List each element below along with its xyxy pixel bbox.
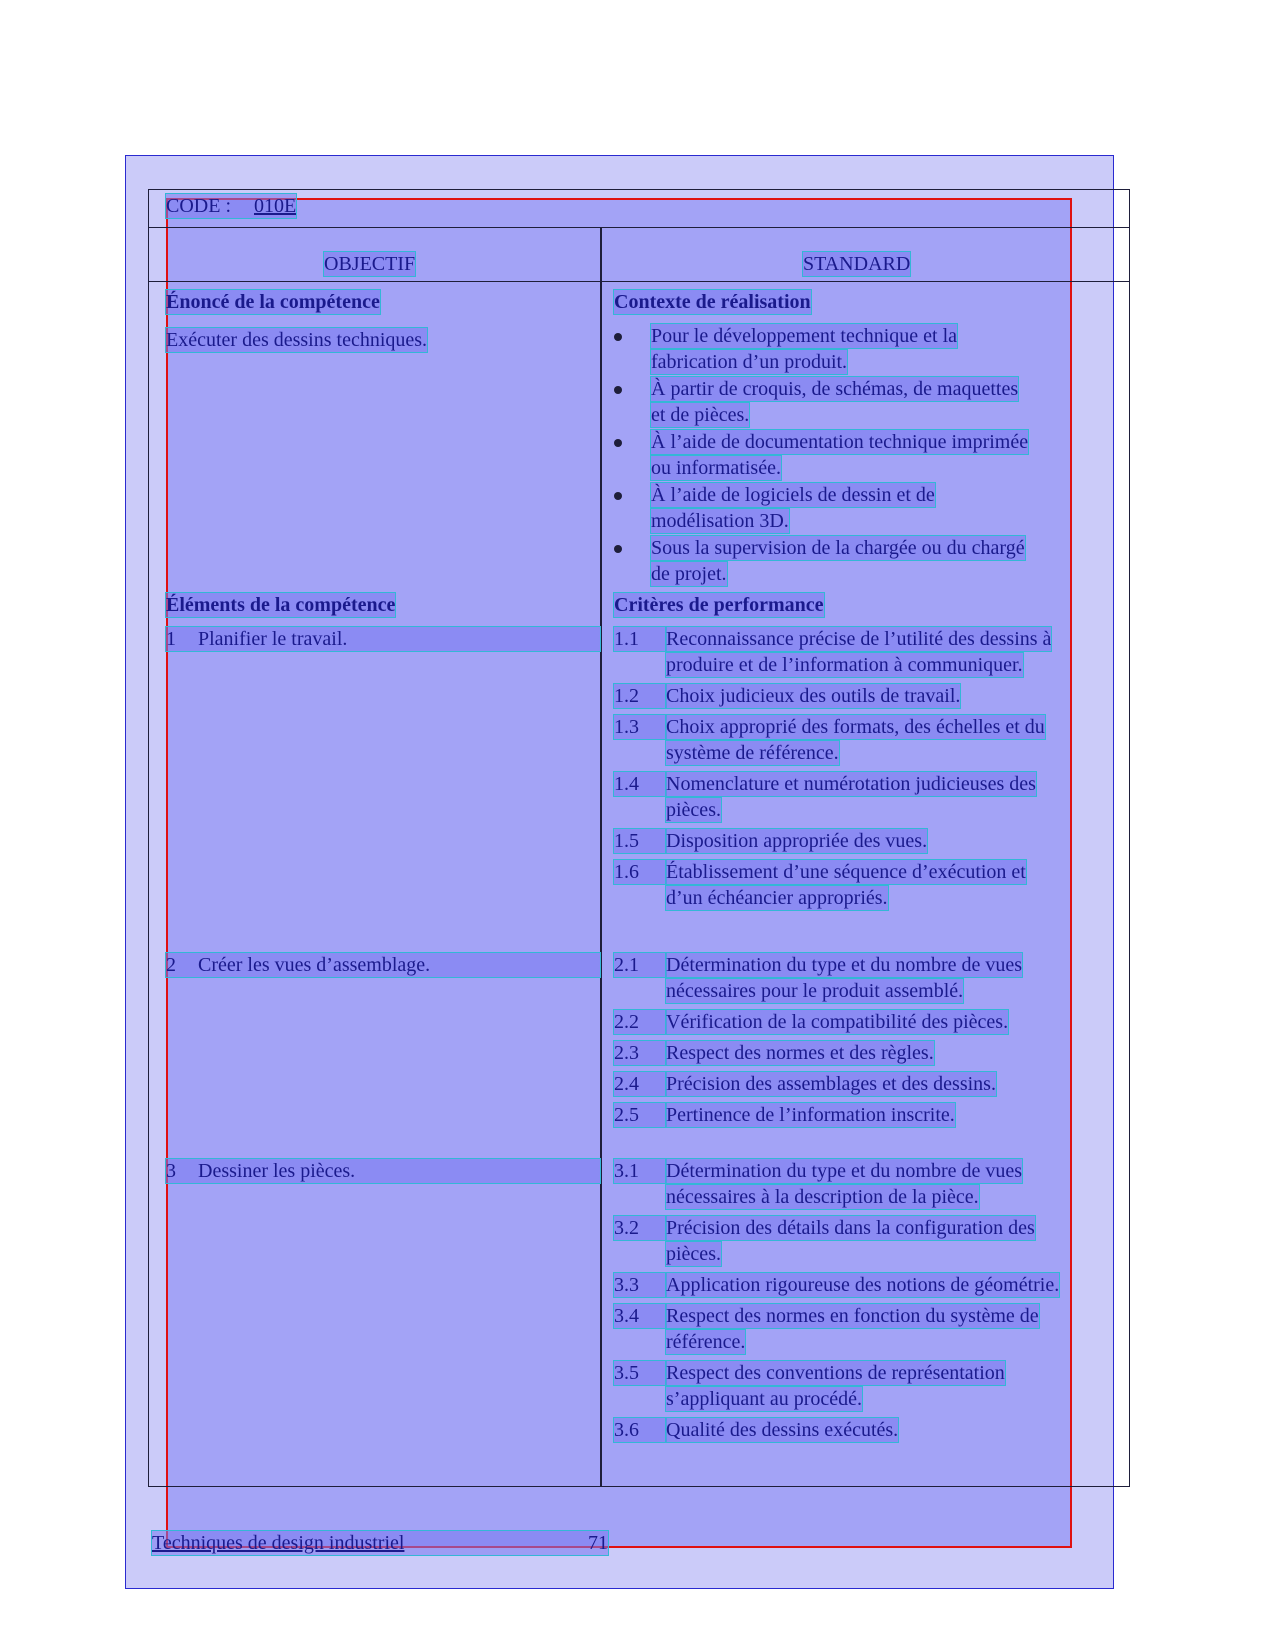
criterion-number: 1.1	[614, 627, 666, 651]
criterion-number: 1.3	[614, 715, 666, 739]
column-divider	[600, 227, 602, 1486]
criterion-number: 3.4	[614, 1304, 666, 1328]
criterion-line2: pièces.	[666, 1243, 721, 1265]
element-text: Planifier le travail.	[198, 628, 348, 650]
footer	[152, 1531, 608, 1555]
criterion-line1: Pertinence de l’information inscrite.	[666, 1104, 955, 1126]
header-row-divider	[148, 281, 1130, 282]
criterion-line2: nécessaires à la description de la pièce.	[666, 1186, 979, 1208]
contexte-item-line2: fabrication d’un produit.	[651, 351, 848, 373]
contexte-item-line2: ou informatisée.	[651, 457, 781, 479]
contexte-item-line1: À l’aide de logiciels de dessin et de	[651, 484, 935, 506]
table-border-bottom	[148, 1486, 1130, 1487]
criterion-number: 3.3	[614, 1273, 666, 1297]
element-text: Créer les vues d’assemblage.	[198, 954, 431, 976]
code-value: 010E	[254, 195, 297, 217]
code-row-divider	[148, 227, 1130, 228]
criterion-number: 2.3	[614, 1041, 666, 1065]
criterion-line1: Reconnaissance précise de l’utilité des dessins à	[666, 628, 1052, 650]
criterion-number: 3.1	[614, 1159, 666, 1183]
footer-title: Techniques de design industriel	[152, 1532, 405, 1554]
contexte-item-line1: À partir de croquis, de schémas, de maquettes	[651, 378, 1019, 400]
criterion-line2: nécessaires pour le produit assemblé.	[666, 980, 964, 1002]
criterion-line1: Détermination du type et du nombre de vues	[666, 954, 1023, 976]
criteres-title: Critères de performance	[614, 594, 824, 616]
criterion-line1: Respect des normes et des règles.	[666, 1042, 934, 1064]
criterion-number: 2.4	[614, 1072, 666, 1096]
criterion-line1: Nomenclature et numérotation judicieuses des	[666, 773, 1036, 795]
criterion-number: 3.6	[614, 1418, 666, 1442]
footer-page: 71	[588, 1532, 608, 1554]
contexte-item-line1: Pour le développement technique et la	[651, 325, 958, 347]
criterion-number: 3.5	[614, 1361, 666, 1385]
header-objectif: OBJECTIF	[324, 253, 416, 275]
contexte-item-line2: de projet.	[651, 563, 727, 585]
criterion-line2: d’un échéancier appropriés.	[666, 887, 888, 909]
enonce-text: Exécuter des dessins techniques.	[166, 329, 428, 351]
criterion-line1: Choix judicieux des outils de travail.	[666, 685, 961, 707]
criterion-number: 1.2	[614, 684, 666, 708]
criterion-line2: s’appliquant au procédé.	[666, 1388, 863, 1410]
criterion-number: 2.2	[614, 1010, 666, 1034]
contexte-bullet	[614, 386, 622, 394]
criterion-number: 1.4	[614, 772, 666, 796]
criterion-line2: pièces.	[666, 799, 721, 821]
criterion-line2: système de référence.	[666, 742, 839, 764]
criterion-line1: Qualité des dessins exécutés.	[666, 1419, 899, 1441]
element-number: 1	[166, 628, 176, 650]
table-border-top	[148, 189, 1130, 190]
criterion-line1: Détermination du type et du nombre de vues	[666, 1160, 1023, 1182]
table-border-left	[148, 189, 149, 1486]
contexte-item-line1: À l’aide de documentation technique imprimée	[651, 431, 1029, 453]
code-label-text: CODE :	[166, 195, 231, 217]
criterion-line1: Établissement d’une séquence d’exécution et	[666, 861, 1026, 883]
criterion-line1: Choix approprié des formats, des échelles et du	[666, 716, 1045, 738]
criterion-number: 3.2	[614, 1216, 666, 1240]
criterion-line1: Respect des normes en fonction du système de	[666, 1305, 1039, 1327]
element-label	[166, 1159, 600, 1183]
element-number: 3	[166, 1160, 176, 1182]
criterion-line1: Précision des assemblages et des dessins.	[666, 1073, 996, 1095]
code-label	[166, 194, 296, 218]
contexte-item-line2: modélisation 3D.	[651, 510, 789, 532]
criterion-number: 1.5	[614, 829, 666, 853]
element-number: 2	[166, 954, 176, 976]
criterion-line1: Précision des détails dans la configuration des	[666, 1217, 1035, 1239]
elements-title: Éléments de la compétence	[166, 594, 396, 616]
contexte-item-line2: et de pièces.	[651, 404, 750, 426]
criterion-line2: référence.	[666, 1331, 746, 1353]
element-label	[166, 627, 600, 651]
table-border-right	[1129, 189, 1130, 1486]
element-label	[166, 953, 600, 977]
contexte-item-line1: Sous la supervision de la chargée ou du chargé	[651, 537, 1025, 559]
criterion-number: 1.6	[614, 860, 666, 884]
criterion-line1: Respect des conventions de représentation	[666, 1362, 1005, 1384]
criterion-line1: Disposition appropriée des vues.	[666, 830, 928, 852]
enonce-title: Énoncé de la compétence	[166, 291, 380, 313]
contexte-bullet	[614, 333, 622, 341]
criterion-number: 2.1	[614, 953, 666, 977]
criterion-line1: Vérification de la compatibilité des pièces.	[666, 1011, 1009, 1033]
criterion-number: 2.5	[614, 1103, 666, 1127]
criterion-line2: produire et de l’information à communiquer.	[666, 654, 1023, 676]
contexte-bullet	[614, 492, 622, 500]
criterion-line1: Application rigoureuse des notions de géométrie.	[666, 1274, 1060, 1296]
contexte-bullet	[614, 545, 622, 553]
element-text: Dessiner les pièces.	[198, 1160, 356, 1182]
contexte-bullet	[614, 439, 622, 447]
contexte-title: Contexte de réalisation	[614, 291, 811, 313]
header-standard: STANDARD	[803, 253, 911, 275]
